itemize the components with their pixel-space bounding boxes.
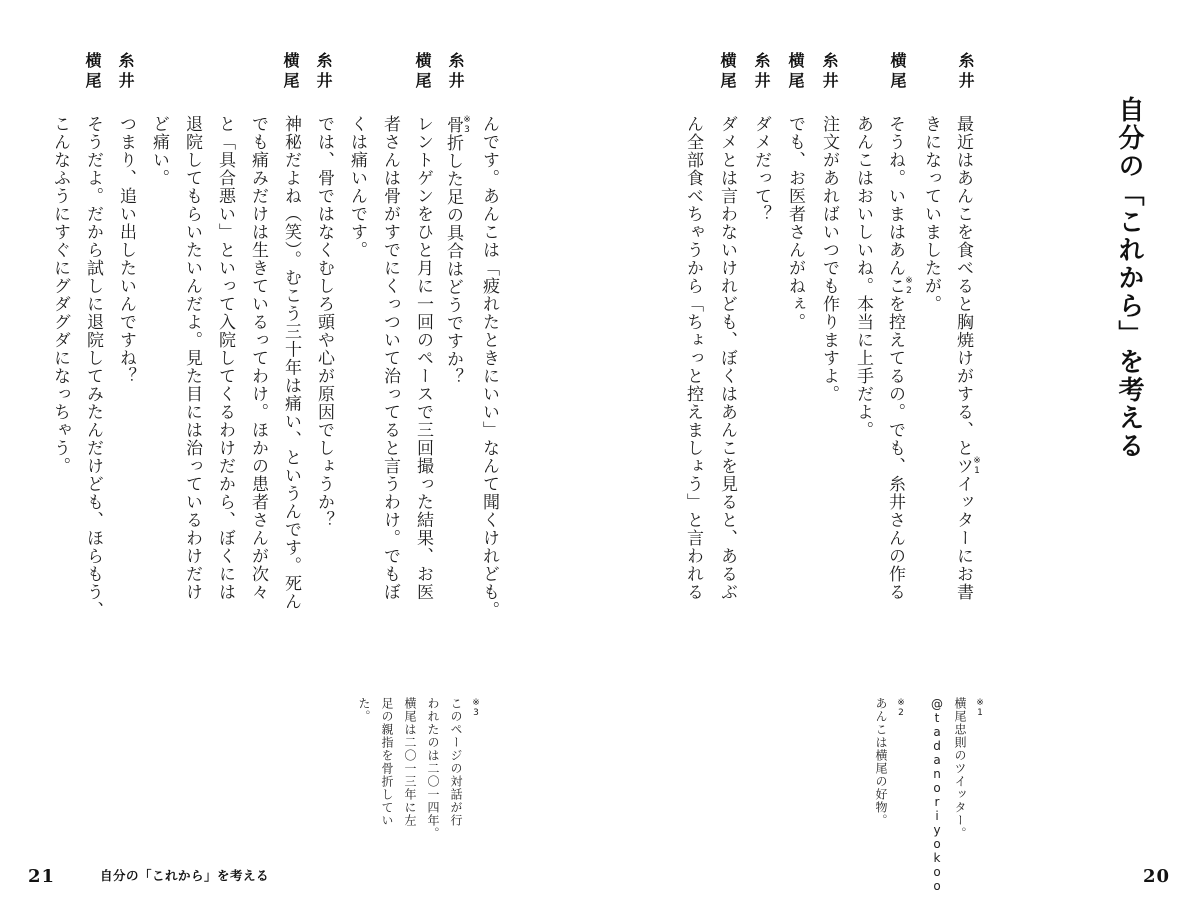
dialogue-column bbox=[307, 52, 340, 630]
dialogue-text: 注文があればいつでも作りますよ。 bbox=[819, 115, 839, 403]
dialogue-text: あんこはおいしいね。本当に上手だよ。 bbox=[853, 115, 873, 439]
footnote-line: このページの対話が行 bbox=[449, 697, 463, 827]
page-number-left: 21 bbox=[28, 866, 56, 887]
footnote-line: 横尾忠則のツイッター。 bbox=[953, 697, 967, 840]
dialogue-text: つまり、追い出したいんですね？ bbox=[116, 115, 136, 385]
speaker-label: 横尾 bbox=[413, 52, 432, 92]
dialogue-text: 者さんは骨がすでにくっついて治ってると言うわけ。でもぼ bbox=[380, 115, 400, 601]
dialogue-text: ど痛い。 bbox=[149, 115, 169, 187]
speaker-label: 糸井 bbox=[446, 52, 465, 92]
dialogue-text: でも痛みだけは生きているってわけ。ほかの患者さんが次々 bbox=[248, 115, 268, 601]
dialogue-column bbox=[340, 52, 373, 630]
dialogue-column bbox=[948, 52, 982, 630]
dialogue-column bbox=[439, 52, 472, 630]
footnote-line: @tadanoriyokoo bbox=[930, 697, 944, 893]
dialogue-columns-left bbox=[43, 52, 505, 630]
dialogue-text: ダメとは言わないけれども、ぼくはあんこを見ると、あるぶ bbox=[717, 115, 737, 601]
dialogue-text: そうだよ。だから試しに退院してみたんだけども、ほらもう、 bbox=[83, 115, 103, 619]
dialogue-column bbox=[175, 52, 208, 630]
page-number-right: 20 bbox=[1142, 866, 1170, 887]
footnote-marker: ※1 bbox=[975, 698, 985, 718]
dialogue-column bbox=[472, 52, 505, 630]
speaker-label: 糸井 bbox=[820, 52, 839, 92]
dialogue-columns-right bbox=[676, 52, 982, 630]
dialogue-column bbox=[241, 52, 274, 630]
footnote-line: た。 bbox=[357, 697, 371, 723]
footnote-gap bbox=[909, 697, 925, 867]
dialogue-text: 骨 ※3折した足の具合はどうですか？ bbox=[443, 115, 472, 386]
dialogue-column bbox=[142, 52, 175, 630]
dialogue-column bbox=[676, 52, 710, 630]
dialogue-column bbox=[880, 52, 914, 630]
note-ref: ツ ※1 bbox=[953, 456, 982, 476]
footnotes-left bbox=[352, 697, 484, 867]
footnote-marker: ※3 bbox=[471, 698, 481, 718]
speaker-label: 横尾 bbox=[786, 52, 805, 92]
speaker-label: 横尾 bbox=[281, 52, 300, 92]
dialogue-column bbox=[846, 52, 880, 630]
speaker-label: 横尾 bbox=[718, 52, 737, 92]
dialogue-column bbox=[43, 52, 76, 630]
dialogue-text: ん全部食べちゃうから「ちょっと控えましょう」と言われる bbox=[683, 115, 703, 601]
dialogue-column bbox=[406, 52, 439, 630]
dialogue-text: 最近はあんこを食べると胸焼けがする、とツ ※1イッターにお書 bbox=[953, 115, 982, 601]
dialogue-text: レントゲンをひと月に一回のペースで三回撮った結果、お医 bbox=[413, 115, 433, 601]
footnote-line: 足の親指を骨折してい bbox=[380, 697, 394, 827]
dialogue-text: 神秘だよね（笑）。むこう三十年は痛い、というんです。死ん bbox=[281, 115, 301, 611]
dialogue-column bbox=[274, 52, 307, 630]
speaker-label: 横尾 bbox=[888, 52, 907, 92]
dialogue-column bbox=[373, 52, 406, 630]
dialogue-text: と「具合悪い」といって入院してくるわけだから、ぼくには bbox=[215, 115, 235, 601]
dialogue-text: 退院してもらいたいんだよ。見た目には治っているわけだけ bbox=[182, 115, 202, 601]
dialogue-column bbox=[778, 52, 812, 630]
footnote-line: 横尾は二〇一三年に左 bbox=[403, 697, 417, 827]
chapter-title: 自分の「これから」を考える bbox=[1114, 96, 1144, 460]
dialogue-text: くは痛いんです。 bbox=[347, 115, 367, 259]
speaker-label: 糸井 bbox=[956, 52, 975, 92]
footnote-line: われたのは二〇一四年。 bbox=[426, 697, 440, 840]
dialogue-column bbox=[744, 52, 778, 630]
running-title: 自分の「これから」を考える bbox=[100, 868, 270, 883]
right-page bbox=[600, 0, 1200, 908]
note-ref: 骨 ※3 bbox=[443, 115, 472, 135]
speaker-label: 糸井 bbox=[314, 52, 333, 92]
footnotes-right bbox=[869, 697, 988, 893]
dialogue-text: そうね。いまはあんこ ※2を控えてるの。でも、糸井さんの作る bbox=[885, 115, 914, 601]
dialogue-text: こんなふうにすぐにグダグダになっちゃう。 bbox=[50, 115, 70, 475]
dialogue-text: んです。あんこは「疲れたときにいい」なんて聞くけれども。 bbox=[479, 115, 499, 619]
dialogue-column bbox=[914, 52, 948, 630]
dialogue-column bbox=[76, 52, 109, 630]
dialogue-column bbox=[208, 52, 241, 630]
speaker-label: 糸井 bbox=[116, 52, 135, 92]
dialogue-text: でも、お医者さんがねぇ。 bbox=[785, 115, 805, 331]
speaker-label: 横尾 bbox=[83, 52, 102, 92]
dialogue-text: きになっていましたが。 bbox=[921, 115, 941, 313]
dialogue-column bbox=[812, 52, 846, 630]
note-ref: こ ※2 bbox=[885, 276, 914, 296]
dialogue-text: ダメだって？ bbox=[751, 115, 771, 223]
dialogue-text: では、骨ではなくむしろ頭や心が原因でしょうか？ bbox=[314, 115, 334, 529]
dialogue-column bbox=[109, 52, 142, 630]
speaker-label: 糸井 bbox=[752, 52, 771, 92]
dialogue-column bbox=[710, 52, 744, 630]
footnote-marker: ※2 bbox=[896, 698, 906, 718]
footnote-line: あんこは横尾の好物。 bbox=[874, 697, 888, 827]
